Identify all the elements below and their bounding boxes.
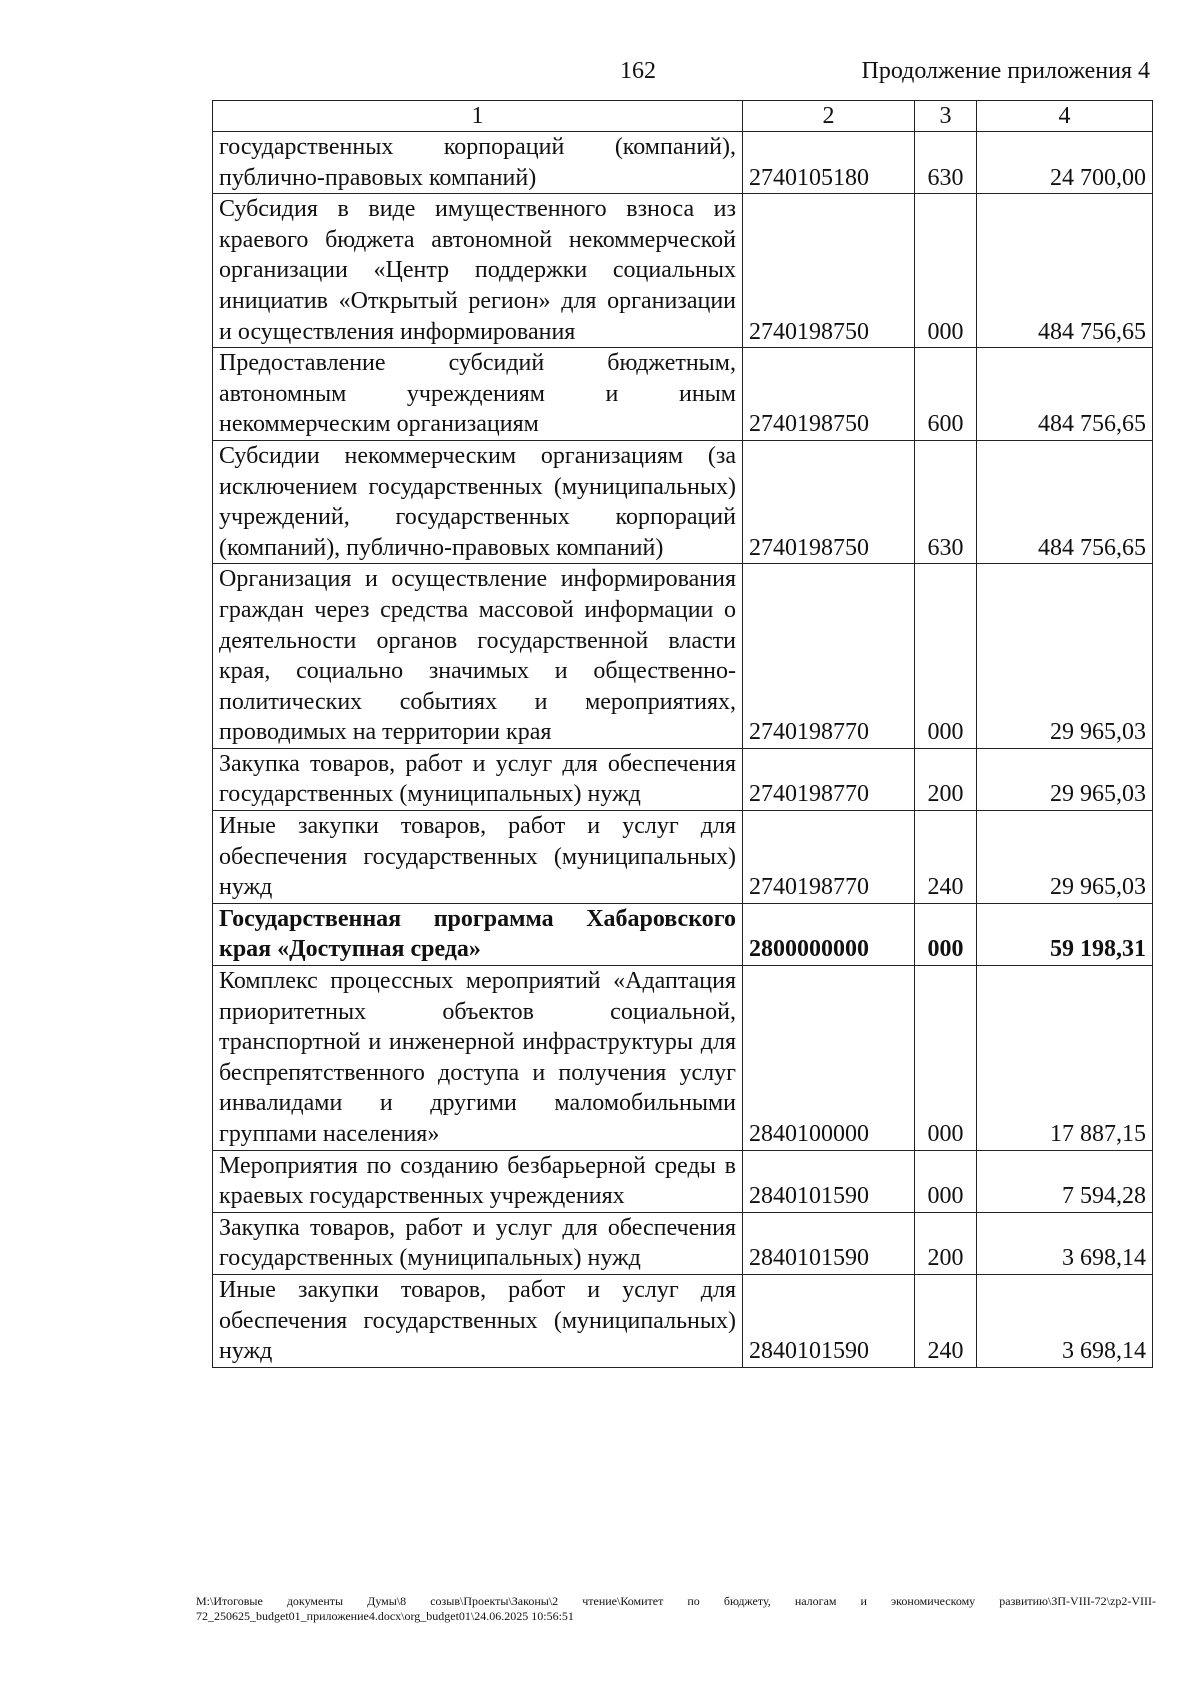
row-expense-kind: 630	[915, 440, 977, 563]
row-target-code: 2740198770	[743, 748, 915, 810]
row-expense-kind: 240	[915, 1274, 977, 1367]
table-row	[213, 748, 1153, 810]
page-number: 162	[620, 58, 656, 84]
row-target-code: 2740198750	[743, 348, 915, 441]
table-header-row	[213, 101, 1153, 132]
row-expense-kind: 000	[915, 903, 977, 965]
table-row	[213, 348, 1153, 441]
row-amount: 3 698,14	[977, 1274, 1153, 1367]
column-header-description: 1	[213, 101, 743, 132]
budget-table	[212, 100, 1153, 1368]
appendix-continuation-title: Продолжение приложения 4	[861, 58, 1150, 84]
row-description: Закупка товаров, работ и услуг для обеспечения государственных (муниципальных) нужд	[213, 1212, 743, 1274]
row-description: Организация и осуществление информирования граждан через средства массовой информации о деятельности органов государственной власти края, социально значимых и общественно-политических событиях и мероприятиях, проводимых на территории края	[213, 564, 743, 749]
row-target-code: 2740105180	[743, 132, 915, 194]
table-row	[213, 1212, 1153, 1274]
row-amount: 3 698,14	[977, 1212, 1153, 1274]
row-amount: 484 756,65	[977, 194, 1153, 348]
row-description: Комплекс процессных мероприятий «Адаптация приоритетных объектов социальной, транспортной и инженерной инфраструктуры для беспрепятственного доступа и получения услуг инвалидами и другими маломобильными группами населения»	[213, 966, 743, 1151]
row-expense-kind: 200	[915, 1212, 977, 1274]
row-expense-kind: 000	[915, 966, 977, 1151]
row-target-code: 2740198750	[743, 194, 915, 348]
row-expense-kind: 000	[915, 1150, 977, 1212]
row-target-code: 2800000000	[743, 903, 915, 965]
row-amount: 484 756,65	[977, 348, 1153, 441]
table-row	[213, 132, 1153, 194]
row-amount: 17 887,15	[977, 966, 1153, 1151]
document-path-footer: М:\Итоговые документы Думы\8 созыв\Проекты\Законы\2 чтение\Комитет по бюджету, налогам и экономическому развитию\ЗП-VIII-72\zp2-VIII-72_250625_budget01_приложение4.docx\org_budget01\24.06.2025 10:56:51	[196, 1594, 1156, 1623]
table-row	[213, 564, 1153, 749]
row-expense-kind: 600	[915, 348, 977, 441]
row-description: государственных корпораций (компаний), публично-правовых компаний)	[213, 132, 743, 194]
row-amount: 484 756,65	[977, 440, 1153, 563]
row-expense-kind: 000	[915, 564, 977, 749]
column-header-amount: 4	[977, 101, 1153, 132]
row-amount: 29 965,03	[977, 748, 1153, 810]
table-row	[213, 903, 1153, 965]
row-target-code: 2840101590	[743, 1212, 915, 1274]
row-target-code: 2840100000	[743, 966, 915, 1151]
row-amount: 59 198,31	[977, 903, 1153, 965]
row-target-code: 2840101590	[743, 1150, 915, 1212]
row-amount: 29 965,03	[977, 564, 1153, 749]
row-target-code: 2740198770	[743, 811, 915, 904]
row-amount: 24 700,00	[977, 132, 1153, 194]
row-description: Мероприятия по созданию безбарьерной среды в краевых государственных учреждениях	[213, 1150, 743, 1212]
table-row	[213, 811, 1153, 904]
row-description: Закупка товаров, работ и услуг для обеспечения государственных (муниципальных) нужд	[213, 748, 743, 810]
table-row	[213, 1150, 1153, 1212]
row-target-code: 2740198750	[743, 440, 915, 563]
row-expense-kind: 630	[915, 132, 977, 194]
row-description: Иные закупки товаров, работ и услуг для обеспечения государственных (муниципальных) нужд	[213, 811, 743, 904]
column-header-kind: 3	[915, 101, 977, 132]
column-header-code: 2	[743, 101, 915, 132]
row-amount: 29 965,03	[977, 811, 1153, 904]
row-expense-kind: 000	[915, 194, 977, 348]
row-target-code: 2740198770	[743, 564, 915, 749]
row-expense-kind: 240	[915, 811, 977, 904]
row-description: Субсидии некоммерческим организациям (за исключением государственных (муниципальных) учреждений, государственных корпораций (компаний), публично-правовых компаний)	[213, 440, 743, 563]
row-description: Иные закупки товаров, работ и услуг для обеспечения государственных (муниципальных) нужд	[213, 1274, 743, 1367]
row-amount: 7 594,28	[977, 1150, 1153, 1212]
table-row	[213, 194, 1153, 348]
row-description: Субсидия в виде имущественного взноса из краевого бюджета автономной некоммерческой организации «Центр поддержки социальных инициатив «Открытый регион» для организации и осуществления информирования	[213, 194, 743, 348]
table-row	[213, 440, 1153, 563]
row-description: Предоставление субсидий бюджетным, автономным учреждениям и иным некоммерческим организациям	[213, 348, 743, 441]
table-row	[213, 966, 1153, 1151]
table-row	[213, 1274, 1153, 1367]
row-description: Государственная программа Хабаровского края «Доступная среда»	[213, 903, 743, 965]
row-expense-kind: 200	[915, 748, 977, 810]
row-target-code: 2840101590	[743, 1274, 915, 1367]
